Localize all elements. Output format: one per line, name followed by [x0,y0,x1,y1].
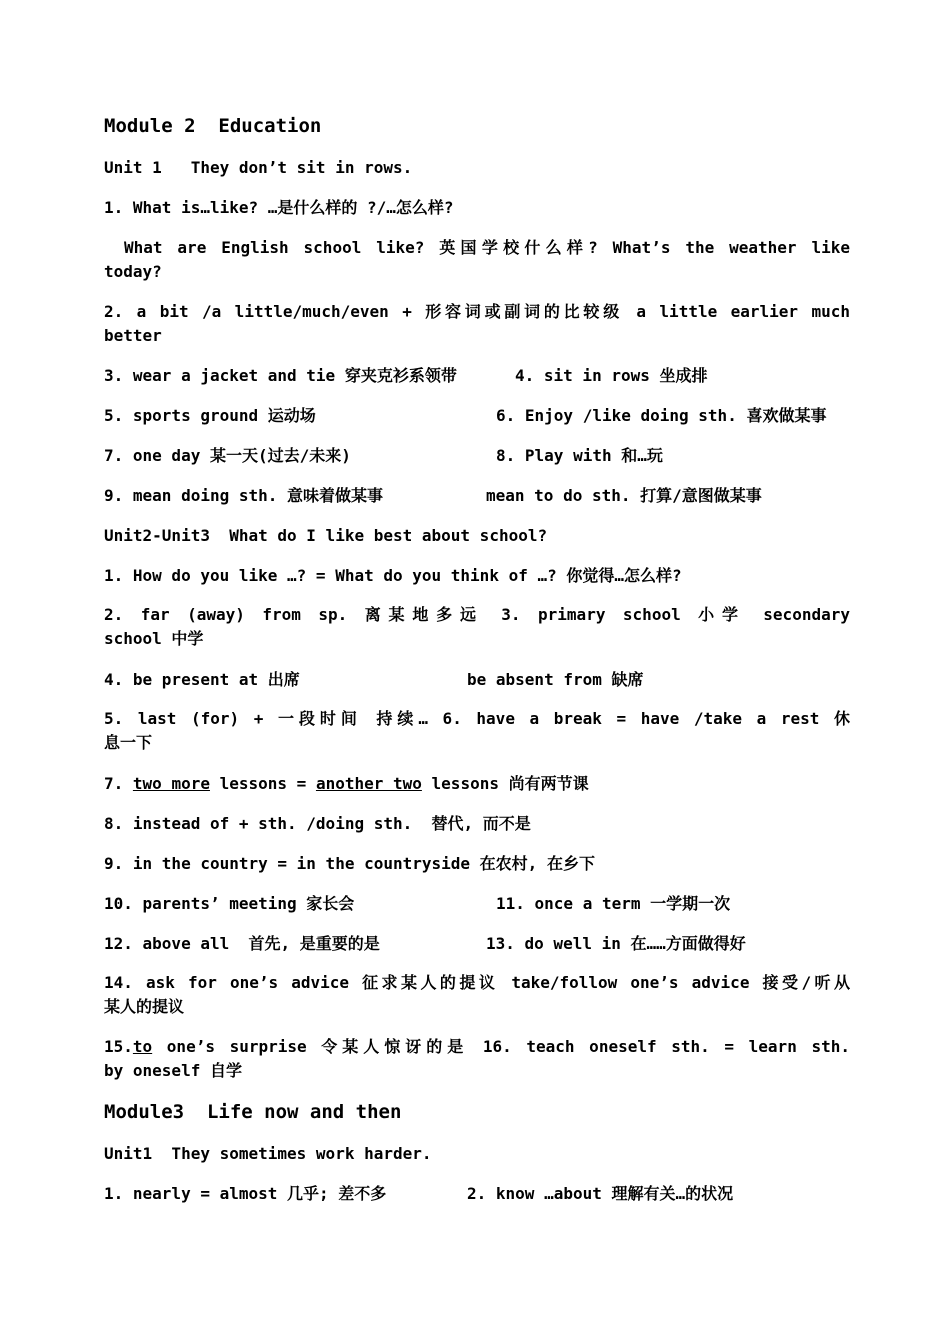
unit1-item-7: 7. one day 某一天(过去/未来) [104,446,351,465]
unit23-item-5-6 [104,707,850,755]
unit23-item-8: 8. instead of + sth. /doing sth. 替代, 而不是 [104,814,531,833]
module-2-title: Module 2 Education [104,115,322,137]
unit23-item-13: 13. do well in 在……方面做得好 [486,934,746,953]
unit23-item-2-3 [104,603,850,651]
item-5-6-line-1: 5. last (for) + 一段时间 持续… 6. have a break = have /take a rest 休 [104,709,850,728]
item-2-line-2: better [104,326,162,345]
module-3-title: Module3 Life now and then [104,1101,402,1123]
unit1-item-3: 3. wear a jacket and tie 穿夹克衫系领带 [104,366,457,385]
unit23-item-7 [104,774,589,794]
unit1-item-8: 8. Play with 和…玩 [496,446,663,465]
unit-2-3-title: Unit2-Unit3 What do I like best about school? [104,526,548,545]
unit1-item-9b: mean to do sth. 打算/意图做某事 [486,486,762,505]
item-15-prefix: 15. [104,1037,133,1056]
item-7-underlined-2: another two [315,774,422,793]
unit1-item-5: 5. sports ground 运动场 [104,406,316,425]
item-14-line-2: 某人的提议 [104,997,185,1016]
item-7-suffix: lessons 尚有两节课 [421,774,589,793]
example-line-1: What are English school like? 英国学校什么样? What’s the weather like [124,238,850,257]
item-15-16-rest: one’s surprise 令某人惊讶的是 16. teach oneself sth. = learn sth. [152,1037,850,1056]
unit23-item-14 [104,971,850,1019]
unit23-item-10: 10. parents’ meeting 家长会 [104,894,355,913]
unit1-item-2 [104,300,850,348]
item-2-3-line-1: 2. far (away) from sp. 离某地多远 3. primary school 小学 secondary [104,605,850,624]
unit23-item-1: 1. How do you like …? = What do you think of …? 你觉得…怎么样? [104,566,682,585]
module3-item-1: 1. nearly = almost 几乎; 差不多 [104,1184,387,1203]
unit1-item-9a: 9. mean doing sth. 意味着做某事 [104,486,384,505]
unit23-item-11: 11. once a term 一学期一次 [496,894,731,913]
item-15-16-line-2: by oneself 自学 [104,1061,242,1080]
item-5-6-line-2: 息一下 [104,733,153,752]
unit23-item-15-16 [104,1035,850,1083]
item-7-middle: lessons = [209,774,316,793]
unit23-item-9: 9. in the country = in the countryside 在农村, 在乡下 [104,854,595,873]
module3-item-2: 2. know …about 理解有关…的状况 [467,1184,734,1203]
item-14-line-1: 14. ask for one’s advice 征求某人的提议 take/follow one’s advice 接受/听从 [104,973,850,992]
unit1-item-1-example [104,236,850,284]
unit1-item-1: 1. What is…like? …是什么样的 ?/…怎么样? [104,198,454,217]
module3-unit-1-title: Unit1 They sometimes work harder. [104,1144,432,1163]
unit23-item-12: 12. above all 首先, 是重要的是 [104,934,380,953]
item-15-16-line-1 [104,1035,850,1059]
item-7-prefix: 7. [104,774,133,793]
item-2-line-1: 2. a bit /a little/much/even + 形容词或副词的比较级 a little earlier much [104,302,850,321]
item-2-3-line-2: school 中学 [104,629,204,648]
unit23-item-4a: 4. be present at 出席 [104,670,300,689]
example-line-2: today? [104,262,162,281]
unit1-item-6: 6. Enjoy /like doing sth. 喜欢做某事 [496,406,827,425]
item-15-underlined: to [132,1037,153,1056]
unit-1-title: Unit 1 They don’t sit in rows. [104,158,413,177]
unit23-item-4b: be absent from 缺席 [467,670,644,689]
unit1-item-4: 4. sit in rows 坐成排 [515,366,708,385]
item-7-underlined-1: two more [132,774,210,793]
